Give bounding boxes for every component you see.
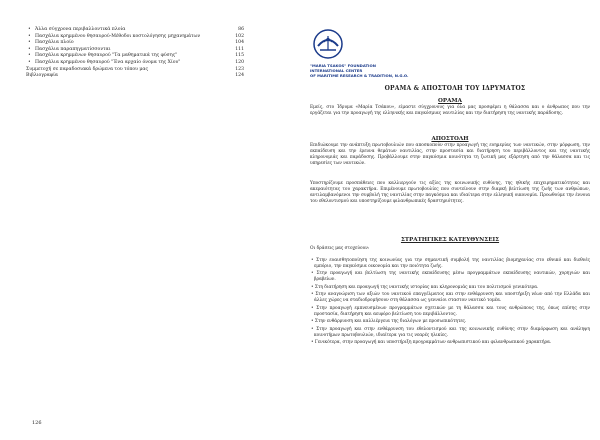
toc-entry-page: 111	[235, 46, 244, 52]
toc-entry-page: 120	[235, 59, 244, 65]
foundation-logo-icon	[312, 28, 344, 60]
toc-entry-title: Πασχάλια παραπηγματίσσονται	[35, 46, 111, 52]
toc-entry-title: Πασχάλια κρημμένου θησαυρού-Μέθοδοι κοστολόγησης μηχανημάτων	[35, 33, 201, 39]
bullet-icon: •	[311, 326, 317, 332]
strategy-intro: Οι δράσεις μας στοχεύουν:	[310, 246, 370, 251]
strategy-item	[310, 319, 590, 325]
page-title: ΟΡΑΜΑ & ΑΠΟΣΤΟΛΗ ΤΟΥ ΙΔΡΥΜΑΤΟΣ	[384, 85, 526, 92]
strategy-item-text: Στην αναγνώριση των αξιών του ναυτικού επαγγέλματος και στην ενθάρρυνση και υποστήριξη νέων από την Ελλάδα και άλλες χώρες να σταδιοδρομήσουν στη θάλασσα ως γενναίοι σταστον ναυτικό τομέα.	[314, 292, 590, 304]
strategy-item-text: Στην προαγωγή και βελτίωση της ναυτικής εκπαίδευσης μέσω προγραμμάτων εκπαίδευσης ναυτικών, χορηγιών και βραβείων.	[314, 271, 591, 283]
bullet-icon: •	[311, 340, 315, 346]
toc-entry	[26, 60, 244, 67]
strategy-item	[310, 306, 590, 318]
toc-entry	[26, 27, 244, 34]
left-page-number: 126	[32, 420, 42, 426]
toc-entry-title: Βιβλιογραφία	[26, 73, 58, 79]
strategy-item	[310, 258, 590, 270]
toc-entry-title: Συμμετοχή σε παραδοσιακά δρώμενα του τόπου μας	[26, 66, 149, 72]
strategy-item	[310, 271, 590, 283]
strategy-heading: ΣΤΡΑΤΗΓΙΚΕΣ ΚΑΤΕΥΘΥΝΣΕΙΣ	[400, 237, 500, 243]
strategy-item	[310, 285, 590, 291]
bullet-icon: •	[28, 53, 31, 59]
bullet-icon: •	[28, 46, 31, 52]
bullet-icon: •	[28, 33, 31, 39]
strategy-item-text: Στην προαγωγή και στην ενθάρρυνση του εθελοντισμού και της κοινωνικής ευθύνης στην διαμόρφωση και ανάληψη κοινοτήμων πρωτοβουλιών, ιδιαίτερα για τις νεαρές ηλικίες.	[314, 326, 590, 338]
toc-entry	[26, 40, 244, 47]
toc-entry-page: 104	[235, 40, 244, 46]
strategy-list	[310, 258, 590, 348]
strategy-item-text: Στην προαγωγή εμπνευσμένων προγραμμάτων σχετικών με τη θάλασσα και τους ανθρώπους της, όπως επίσης στην προστασία, διατήρηση και αειφόρο βελτίωση του περιβάλλοντος.	[314, 305, 590, 317]
toc-entry-title: Πασχάλια πλοίο	[35, 40, 74, 46]
strategy-item-text: Στην ενθάρρυνση και καλλιέργεια της διαλόγων με προσωπικότητες.	[314, 319, 467, 325]
toc-entry-page: 123	[235, 66, 244, 72]
toc-entry-title: Πασχάλια κρημμένου θησαυρού "Ένα αρχαίο όνομα της Χίου"	[35, 59, 181, 65]
bullet-icon: •	[28, 40, 31, 46]
bullet-icon: •	[311, 271, 317, 277]
vision-paragraph: Εμείς, στο Ίδρυμα «Μαρία Τσάκου», είμαστε σύγχρονους για όλα μας προσφέρει η θάλασσα και ο άνθρωπος που την εργάζεται για την προαγωγή της ελληνικής και παγκόσμιας ναυτιλίας και την διατήρηση της ναυτικής παράδοσης.	[310, 105, 590, 116]
toc-entry-title: Άλλα σύγχρονα περιβαλλοντικά πλοία	[35, 27, 126, 32]
toc-entry	[26, 67, 244, 74]
bullet-icon: •	[311, 305, 317, 311]
toc-entry-title: Πασχάλια κρημμένων θησαυρού "Τα μαθηματικά της φύσης"	[35, 53, 178, 59]
mission-paragraph-1: Επιδιώκουμε την ανάπτυξη πρωτοβουλιών που αποσκοπούν στην προαγωγή της ευημερίας των ναυτικών, στην μόρφωση, την εκπαίδευση και την έρευνα θεμάτων ναυτιλίας, στην προστασία και διατήρηση του περιβάλλοντος και της ναυτικής κληρονομιάς και παράδοσης. Προβάλλουμε στην παγκόσμια κοινότητα τη ζωτική μας εξάρτηση από την θάλασσα και τις υπηρεσίες των ναυτικών.	[310, 143, 590, 166]
toc-entry-page: 86	[238, 27, 244, 32]
strategy-item-text: Στην ευαισθητοποίηση της κοινωνίας για την σημαντική συμβολή της ναυτιλίας βιομηχανίας στο εθνικό και διεθνές εμπόριο, την παγκόσμια οικονομία και την ποιότητα ζωής.	[314, 258, 590, 269]
toc-entry-page: 115	[235, 53, 244, 59]
vision-heading: ΟΡΑΜΑ	[438, 98, 462, 104]
foundation-line: OF MARITIME RESEARCH & TRADITION, N.G.O.	[310, 73, 409, 78]
strategy-item	[310, 327, 590, 339]
bullet-icon: •	[311, 284, 315, 290]
mission-paragraph-2: Υποστηρίζουμε προσπάθειες που καλλιεργούν τις αξίες της κοινωνικής ευθύνης, της ηθικής επιχειρηματικότητας και ακεραιότητας του χαρακτήρα. Επιμένουμε πρωτοβουλίες που συντείνουν στην διαρκή βελτίωση της ζωής των ανθρώπων, αντιλαμβανόμενοι την συμβολή της ναυτιλίας στην παγκόσμια και ιδιαίτερα στην ελληνική οικονομία. Προωθούμε την έννοια του εθελοντισμού και υποστηρίζουμε φιλανθρωπικές δραστηριότητες.	[310, 181, 590, 204]
bullet-icon: •	[28, 59, 31, 65]
strategy-item-text: Στη διατήρηση και προαγωγή της ναυτικής ιστορίας και κληρονομιάς και του πολιτισμού γενικότερα.	[314, 284, 539, 290]
toc-entry-page: 124	[235, 73, 244, 79]
strategy-item	[310, 292, 590, 304]
strategy-item	[310, 340, 590, 346]
foundation-line: "MARIA TSAKOS" FOUNDATION	[310, 63, 376, 68]
bullet-icon: •	[28, 27, 31, 32]
toc-entry	[26, 53, 244, 60]
bullet-icon: •	[311, 292, 316, 298]
table-of-contents	[26, 27, 244, 80]
foundation-name	[310, 63, 510, 78]
strategy-item-text: Γενικότερα, στην προαγωγή και υποστήριξη προγραμμάτων ανθρωπιστικού και φιλανθρωπικού χαρακτήρα.	[314, 340, 552, 346]
foundation-line: INTERNATIONAL CENTER	[310, 68, 363, 73]
toc-entry	[26, 73, 244, 80]
toc-entry-page: 102	[235, 33, 244, 39]
bullet-icon: •	[311, 319, 315, 325]
bullet-icon: •	[311, 258, 317, 263]
mission-heading: ΑΠΟΣΤΟΛΗ	[431, 136, 469, 142]
right-page	[300, 0, 600, 440]
